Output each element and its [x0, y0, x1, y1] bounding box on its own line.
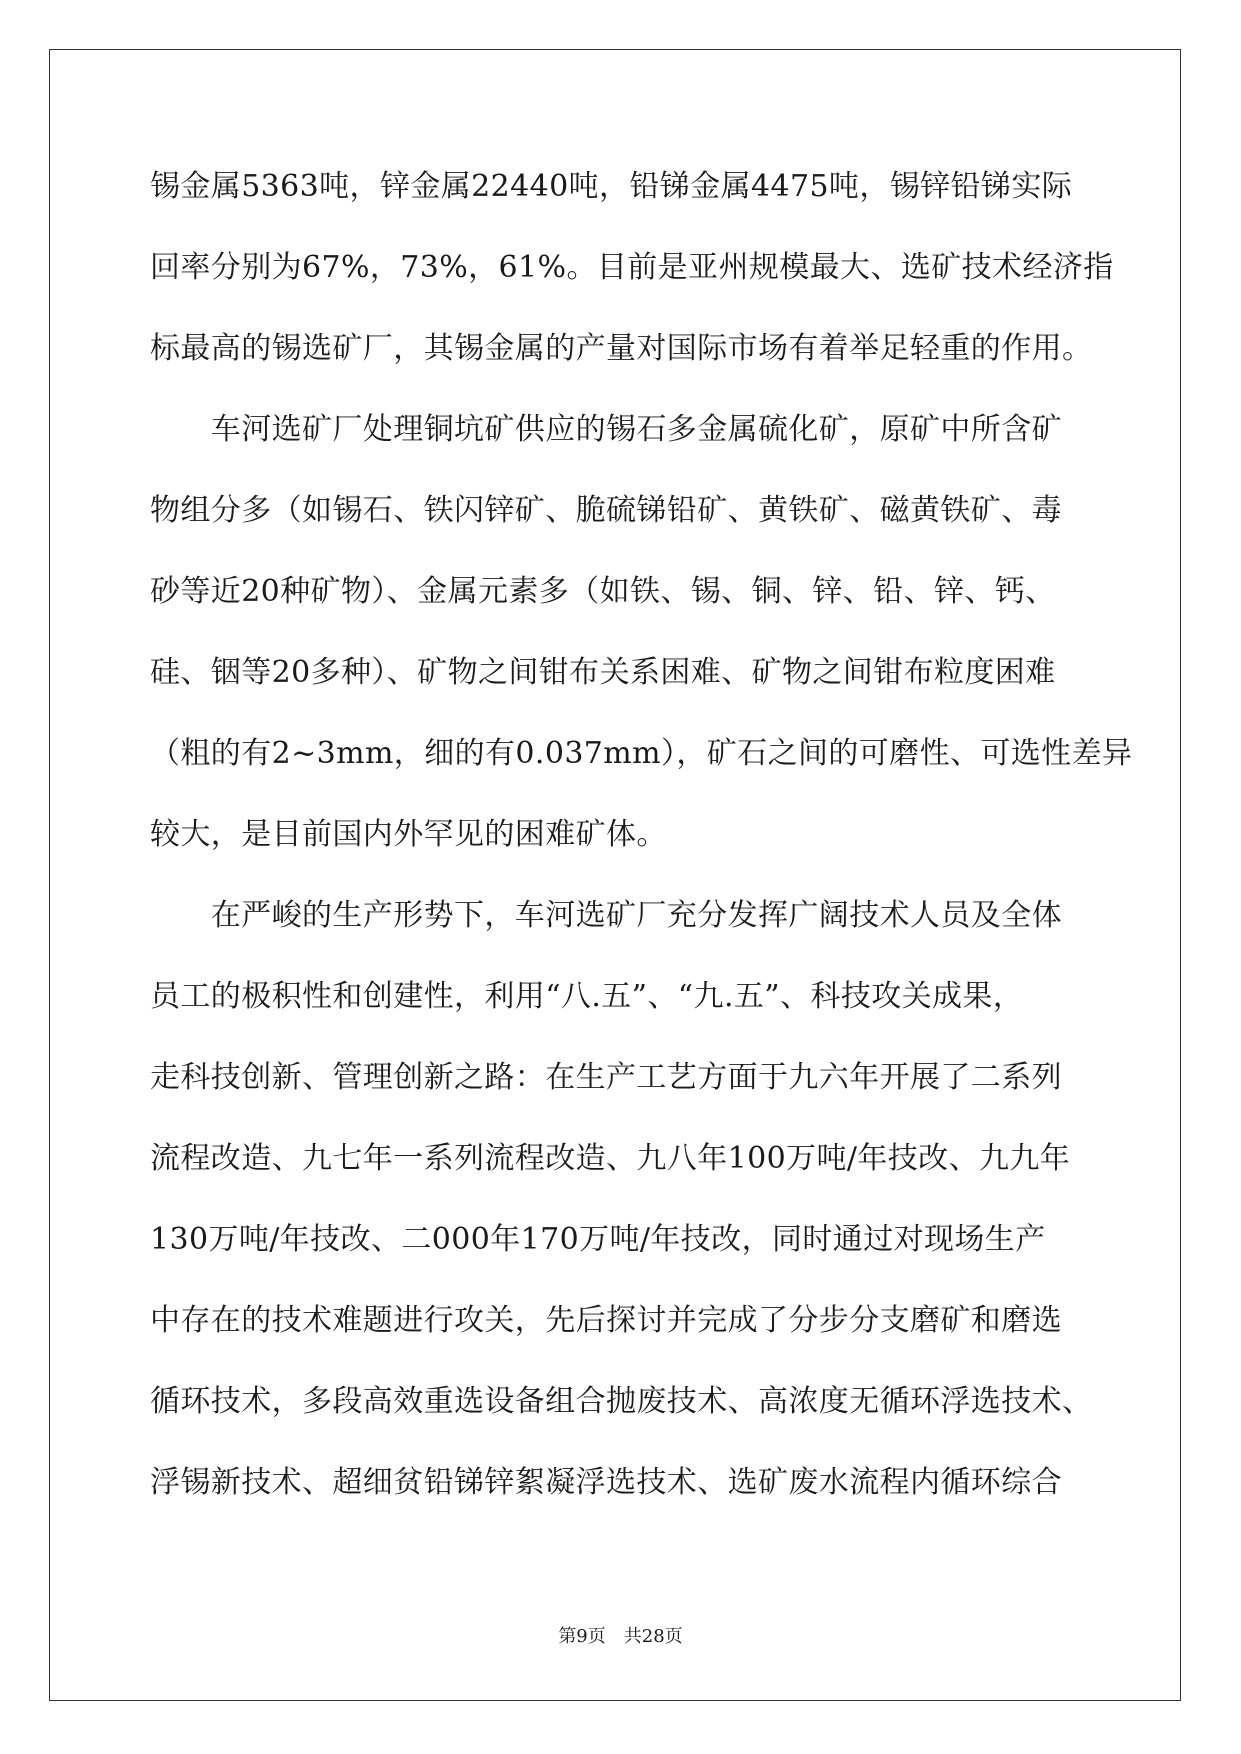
text-line: 浮锡新技术、超细贫铅锑锌絮凝浮选技术、选矿废水流程内循环综合: [150, 1465, 1062, 1500]
text-line: 锡金属5363吨，锌金属22440吨，铅锑金属4475吨，锡锌铅锑实际: [150, 169, 1073, 204]
text-line: 砂等近20种矿物）、金属元素多（如铁、锡、铜、锌、铅、锌、钙、: [150, 574, 1056, 609]
text-line: 标最高的锡选矿厂，其锡金属的产量对国际市场有着举足轻重的作用。: [150, 331, 1093, 366]
text-line: 车河选矿厂处理铜坑矿供应的锡石多金属硫化矿，原矿中所含矿: [150, 412, 1062, 447]
text-line: 员工的极积性和创建性，利用“八.五”、“九.五”、科技攻关成果，: [150, 979, 1024, 1014]
document-body: [150, 162, 1133, 1539]
text-line: （粗的有2~3mm，细的有0.037mm），矿石之间的可磨性、可选性差异: [150, 736, 1133, 771]
text-line: 回率分别为67%，73%，61%。目前是亚州规模最大、选矿技术经济指: [150, 250, 1114, 285]
text-line: 130万吨/年技改、二000年170万吨/年技改，同时通过对现场生产: [150, 1222, 1046, 1257]
text-line: 在严峻的生产形势下，车河选矿厂充分发挥广阔技术人员及全体: [150, 898, 1062, 933]
text-line: 物组分多（如锡石、铁闪锌矿、脆硫锑铅矿、黄铁矿、磁黄铁矿、毒: [150, 493, 1062, 528]
text-line: 较大，是目前国内外罕见的困难矿体。: [150, 817, 667, 852]
text-line: 流程改造、九七年一系列流程改造、九八年100万吨/年技改、九九年: [150, 1141, 1071, 1176]
text-line: 循环技术，多段高效重选设备组合抛废技术、高浓度无循环浮选技术、: [150, 1384, 1093, 1419]
page-number-footer: 第9页 共28页: [558, 1626, 683, 1647]
text-line: 硅、铟等20多种）、矿物之间钳布关系困难、矿物之间钳布粒度困难: [150, 655, 1056, 690]
text-line: 中存在的技术难题进行攻关，先后探讨并完成了分步分支磨矿和磨选: [150, 1303, 1062, 1338]
text-line: 走科技创新、管理创新之路：在生产工艺方面于九六年开展了二系列: [150, 1060, 1062, 1095]
